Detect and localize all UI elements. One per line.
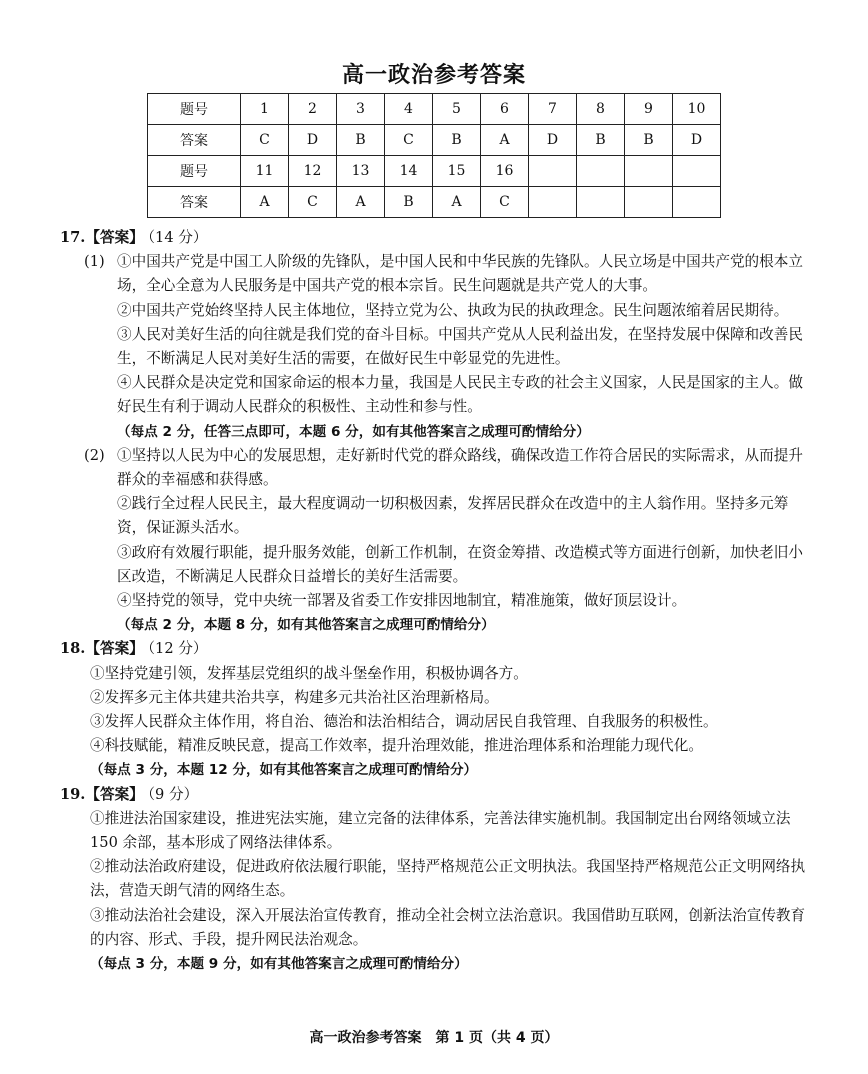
part-2-body <box>84 444 812 613</box>
answer-points <box>60 662 812 759</box>
table-row <box>148 187 721 218</box>
answer-point: ①坚持以人民为中心的发展思想，走好新时代党的群众路线，确保改造工作符合居民的实际需求，从而提升群众的幸福感和获得感。 <box>117 446 803 489</box>
part-1 <box>60 250 812 444</box>
row-label: 题号 <box>148 94 241 125</box>
row-label: 答案 <box>148 187 241 218</box>
question-19 <box>60 783 812 977</box>
table-cell: B <box>577 125 625 156</box>
table-cell: 14 <box>385 156 433 187</box>
table-cell: 16 <box>481 156 529 187</box>
answer-point: ②中国共产党始终坚持人民主体地位，坚持立党为公、执政为民的执政理念。民生问题浓缩着居民期待。 <box>117 301 789 319</box>
answer-point: ④科技赋能，精准反映民意，提高工作效率，提升治理效能，推进治理体系和治理能力现代化。 <box>90 737 703 755</box>
question-number: 18.【答案】 <box>60 640 144 658</box>
table-cell: 9 <box>625 94 673 125</box>
scoring-note: （每点 3 分，本题 12 分，如有其他答案言之成理可酌情给分） <box>90 762 478 779</box>
scoring-note: （每点 2 分，本题 8 分，如有其他答案言之成理可酌情给分） <box>117 617 495 634</box>
table-cell: 2 <box>289 94 337 125</box>
answer-point: ④人民群众是决定党和国家命运的根本力量，我国是人民民主专政的社会主义国家，人民是国家的主人。做好民生有利于调动人民群众的积极性、主动性和参与性。 <box>117 374 803 416</box>
table-cell: A <box>337 187 385 218</box>
part-number: (1) <box>84 253 105 271</box>
table-cell <box>577 187 625 218</box>
part-2 <box>60 444 812 638</box>
table-cell: 6 <box>481 94 529 125</box>
table-cell: C <box>481 187 529 218</box>
scoring-note: （每点 2 分，任答三点即可，本题 6 分，如有其他答案言之成理可酌情给分） <box>117 423 590 440</box>
table-row <box>148 94 721 125</box>
part-1-body <box>84 250 812 419</box>
table-cell: 7 <box>529 94 577 125</box>
table-cell: B <box>433 125 481 156</box>
answer-point: ③发挥人民群众主体作用，将自治、德治和法治相结合，调动居民自我管理、自我服务的积极性。 <box>90 713 718 731</box>
answer-point: ①坚持党建引领，发挥基层党组织的战斗堡垒作用，积极协调各方。 <box>90 664 528 682</box>
answer-point: ②推动法治政府建设，促进政府依法履行职能，坚持严格规范公正文明执法。我国坚持严格规范公正文明网络执法，营造天朗气清的网络生态。 <box>90 858 806 900</box>
table-cell: 12 <box>289 156 337 187</box>
question-header <box>60 637 812 661</box>
page-footer: 高一政治参考答案 第 1 页（共 4 页） <box>309 1030 559 1046</box>
table-cell: 4 <box>385 94 433 125</box>
table-cell <box>625 187 673 218</box>
table-cell: C <box>289 187 337 218</box>
table-row <box>148 125 721 156</box>
answer-content <box>60 226 812 976</box>
table-cell: C <box>385 125 433 156</box>
page-title: 高一政治参考答案 <box>341 63 526 88</box>
question-18 <box>60 637 812 782</box>
table-cell: 10 <box>673 94 721 125</box>
question-number: 17.【答案】 <box>60 229 144 246</box>
answer-point: ①推进法治国家建设，推进宪法实施，建立完备的法律体系，完善法律实施机制。我国制定出台网络领域立法 150 余部，基本形成了网络法律体系。 <box>90 809 791 852</box>
answer-point: ③推动法治社会建设，深入开展法治宣传教育，推动全社会树立法治意识。我国借助互联网，创新法治宣传教育的内容、形式、手段，提升网民法治观念。 <box>90 906 806 948</box>
row-label: 题号 <box>148 156 241 187</box>
table-cell: A <box>433 187 481 218</box>
question-17 <box>60 226 812 637</box>
table-cell <box>673 187 721 218</box>
question-header <box>60 783 812 807</box>
question-header <box>60 226 812 250</box>
question-number: 19.【答案】 <box>60 785 144 803</box>
table-row <box>148 156 721 187</box>
table-cell: D <box>529 125 577 156</box>
table-cell: D <box>673 125 721 156</box>
table-cell: 13 <box>337 156 385 187</box>
answer-point: ②发挥多元主体共建共治共享，构建多元共治社区治理新格局。 <box>90 688 499 706</box>
answer-points <box>60 807 812 952</box>
table-cell: 8 <box>577 94 625 125</box>
answer-point: ①中国共产党是中国工人阶级的先锋队，是中国人民和中华民族的先锋队。人民立场是中国共产党的根本立场，全心全意为人民服务是中国共产党的根本宗旨。民生问题就是共产党人的大事。 <box>117 253 803 295</box>
table-cell <box>625 156 673 187</box>
scoring-note: （每点 3 分，本题 9 分，如有其他答案言之成理可酌情给分） <box>90 956 468 973</box>
table-cell: 1 <box>241 94 289 125</box>
table-cell <box>577 156 625 187</box>
row-label: 答案 <box>148 125 241 156</box>
answer-point: ③政府有效履行职能，提升服务效能，创新工作机制，在资金筹措、改造模式等方面进行创新，加快老旧小区改造，不断满足人民群众日益增长的美好生活需要。 <box>117 543 803 585</box>
table-cell: B <box>625 125 673 156</box>
question-points: （9 分） <box>147 785 199 803</box>
table-cell: 5 <box>433 94 481 125</box>
part-number: (2) <box>84 446 105 464</box>
table-cell: B <box>385 187 433 218</box>
table-cell: A <box>241 187 289 218</box>
answer-point: ②践行全过程人民民主，最大程度调动一切积极因素，发挥居民群众在改造中的主人翁作用。坚持多元筹资，保证源头活水。 <box>117 495 789 537</box>
table-cell: 11 <box>241 156 289 187</box>
table-cell <box>529 187 577 218</box>
table-cell: 3 <box>337 94 385 125</box>
question-points: （14 分） <box>147 229 208 246</box>
answer-table <box>147 93 721 218</box>
table-cell <box>673 156 721 187</box>
table-cell: C <box>241 125 289 156</box>
table-cell <box>529 156 577 187</box>
question-points: （12 分） <box>147 640 208 658</box>
table-cell: B <box>337 125 385 156</box>
answer-point: ④坚持党的领导，党中央统一部署及省委工作安排因地制宜，精准施策，做好顶层设计。 <box>117 592 687 610</box>
table-cell: D <box>289 125 337 156</box>
table-cell: A <box>481 125 529 156</box>
table-cell: 15 <box>433 156 481 187</box>
answer-point: ③人民对美好生活的向往就是我们党的奋斗目标。中国共产党从人民利益出发，在坚持发展中保障和改善民生，不断满足人民对美好生活的需要，在做好民生中彰显党的先进性。 <box>117 325 803 368</box>
